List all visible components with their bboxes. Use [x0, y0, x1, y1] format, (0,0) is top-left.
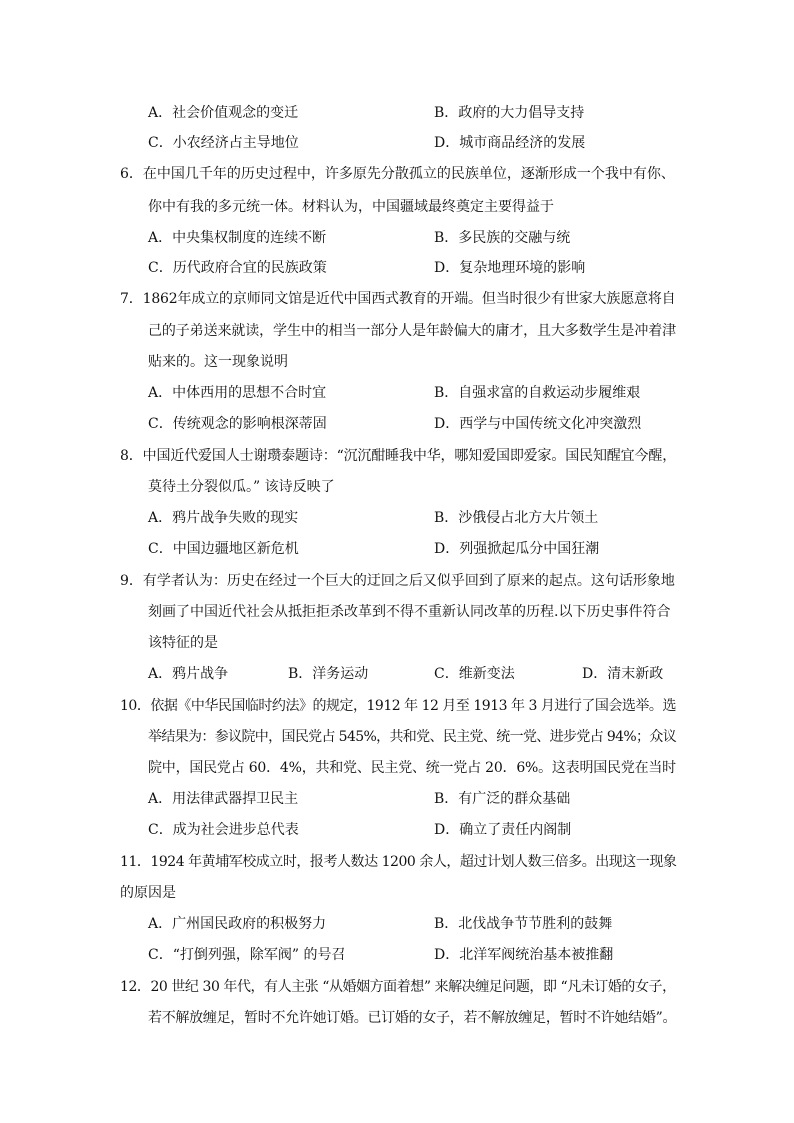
q7-option-a: A．中体西用的思想不合时宜 [148, 385, 327, 401]
q12-stem-line-2: 若不解放缠足，暂时不允许她订婚。已订婚的女子，若不解放缠足，暂时不许她结婚”。 [148, 1010, 677, 1026]
q8-stem-line-2: 莫待土分裂似瓜。” 该诗反映了 [148, 479, 335, 495]
q8-option-c: C．中国边疆地区新危机 [148, 541, 299, 557]
q10-stem-line-1: 10．依据《中华民国临时约法》的规定，1912 年 12 月至 1913 年 3 月进行了国会选举。选 [120, 698, 676, 714]
q6-option-a: A．中央集权制度的连续不断 [148, 230, 327, 246]
q9-option-a: A．鸦片战争 [148, 666, 229, 682]
q6-option-b: B．多民族的交融与统 [434, 230, 571, 246]
q10-option-c: C．成为社会进步总代表 [148, 822, 299, 838]
q10-option-a: A．用法律武器捍卫民主 [148, 791, 299, 807]
q9-stem-line-2: 刻画了中国近代社会从抵拒拒杀改革到不得不重新认同改革的历程.以下历史事件符合 [148, 604, 671, 620]
q5-option-a: A．社会价值观念的变迁 [148, 105, 299, 121]
q9-option-b: B．洋务运动 [288, 666, 369, 682]
q9-option-d: D．清末新政 [582, 666, 664, 682]
q5-option-b: B．政府的大力倡导支持 [434, 105, 585, 121]
q9-stem-line-1: 9．有学者认为：历史在经过一个巨大的迂回之后又似乎回到了原来的起点。这句话形象地 [120, 573, 675, 589]
q11-stem-line-2: 的原因是 [120, 885, 176, 901]
q5-option-d: D．城市商品经济的发展 [434, 135, 586, 151]
q7-stem-line-2: 己的子弟送来就读，学生中的相当一部分人是年龄偏大的庸才，且大多数学生是冲着津 [148, 323, 677, 339]
q12-stem-line-1: 12．20 世纪 30 年代，有人主张 “从婚姻方面着想” 来解决缠足问题，即 “凡未订婚的女子， [120, 979, 676, 995]
q8-option-b: B．沙俄侵占北方大片领土 [434, 510, 599, 526]
q10-option-d: D．确立了责任内阁制 [434, 822, 572, 838]
q7-option-b: B．自强求富的自救运动步履维艰 [434, 385, 641, 401]
q7-option-d: D．西学与中国传统文化冲突激烈 [434, 416, 642, 432]
q11-option-d: D．北洋军阀统治基本被推翻 [434, 947, 614, 963]
q7-stem-line-3: 贴来的。这一现象说明 [148, 354, 288, 370]
q10-option-b: B．有广泛的群众基础 [434, 791, 571, 807]
q11-option-a: A．广州国民政府的积极努力 [148, 916, 327, 932]
q9-option-c: C．维新变法 [434, 666, 515, 682]
q11-option-c: C．“打倒列强，除军阀” 的号召 [148, 947, 346, 963]
q6-stem-line-1: 6．在中国几千年的历史过程中，许多原先分散孤立的民族单位，逐渐形成一个我中有你、 [120, 166, 675, 182]
q10-stem-line-3: 院中，国民党占 60．4%，共和党、民主党、统一党占 20．6%。这表明国民党在当时 [148, 760, 676, 776]
q10-stem-line-2: 举结果为：参议院中，国民党占 545%，共和党、民主党、统一党、进步党占 94%；众议 [148, 729, 677, 745]
q5-option-c: C．小农经济占主导地位 [148, 135, 299, 151]
q6-option-d: D．复杂地理环境的影响 [434, 260, 586, 276]
q8-option-a: A．鸦片战争失败的现实 [148, 510, 299, 526]
q8-option-d: D．列强掀起瓜分中国狂潮 [434, 541, 600, 557]
q6-stem-line-2: 你中有我的多元统一体。材料认为，中国疆域最终奠定主要得益于 [148, 199, 554, 215]
q9-stem-line-3: 该特征的是 [148, 635, 218, 651]
q11-option-b: B．北伐战争节节胜利的鼓舞 [434, 916, 613, 932]
q6-option-c: C．历代政府合宜的民族政策 [148, 260, 327, 276]
q11-stem-line-1: 11．1924 年黄埔军校成立时，报考人数达 1200 余人，超过计划人数三倍多。出现这一现象 [120, 854, 677, 870]
q7-option-c: C．传统观念的影响根深蒂固 [148, 416, 327, 432]
q8-stem-line-1: 8．中国近代爱国人士谢瓒泰题诗：“沉沉酣睡我中华，哪知爱国即爱家。国民知醒宜今醒， [120, 448, 677, 464]
q7-stem-line-1: 7．1862年成立的京师同文馆是近代中国西式教育的开端。但当时很少有世家大族愿意将自 [120, 291, 676, 307]
